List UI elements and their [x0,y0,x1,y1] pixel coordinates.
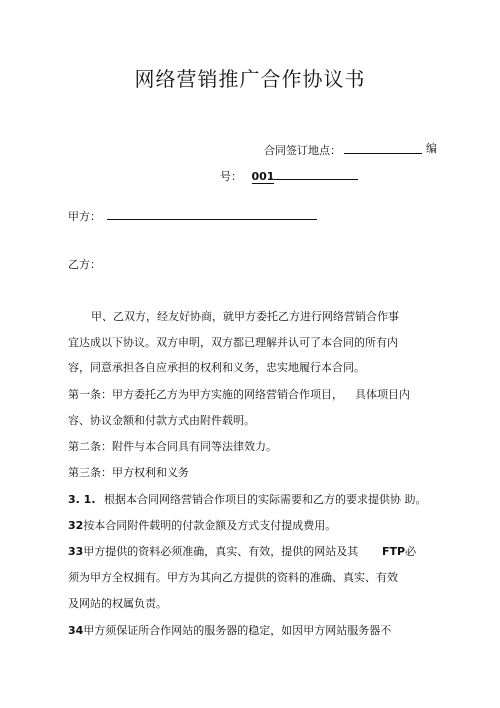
party-a-label: 甲方： [68,210,101,223]
document-title: 网络营销推广合作协议书 [134,67,366,91]
number-row [220,168,358,184]
clause-number: 32 [68,519,84,532]
clause-number: 34 [68,624,84,637]
clause-text: 甲方须保证所合作网站的服务器的稳定，如因甲方网站服务器不 [83,624,392,637]
contract-number-value: 001 [251,170,275,183]
clause-number: 33 [68,545,84,558]
party-a-row [68,208,317,224]
party-a-blank [107,208,317,220]
clause-text: 按本合同附件载明的付款金额及方式支付提成费用。 [83,519,337,532]
party-b-label: 乙方： [68,258,101,271]
clause-row [68,624,391,638]
paragraph-line: 及网站的权属负责。 [68,597,167,610]
paragraph-line: 宜达成以下协议。双方申明，双方都已理解并认可了本合同的所有内 [68,336,398,349]
paragraph-line: 甲、乙双方，经友好协商，就甲方委托乙方进行网络营销合作事 [91,310,399,323]
article-one-line: 第一条：甲方委托乙方为甲方实施的网络营销合作项目， [68,388,343,401]
article-three-heading: 第三条：甲方权利和义务 [68,466,189,479]
ftp-tail: 必 [405,545,417,558]
clause-text: 甲方提供的资料必须准确，真实、有效，提供的网站及其 [83,545,359,558]
article-two-line: 第二条：附件与本合同具有同等法律效力。 [68,440,277,453]
ftp-row [382,545,416,559]
paragraph-line: 须为甲方全权拥有。甲方为其向乙方提供的资料的准确、真实、有效 [68,571,398,584]
signing-place-label: 合同签订地点： [264,144,341,157]
number-label-part2: 号： [220,170,242,183]
clause-number: 3. 1. [68,493,96,506]
clause-row [68,545,358,559]
clause-text: 根据本合同网络营销合作项目的实际需要和乙方的要求提供协 助。 [104,493,427,506]
clause-row [68,519,336,533]
number-label-part1: 编 [426,142,437,155]
signing-place-row [264,142,422,158]
paragraph-line: 容、协议金额和付款方式由附件载明。 [68,414,255,427]
signing-place-blank [344,142,422,154]
ftp-text: FTP [382,545,406,558]
article-one-line-tail: 具体项目内 [355,388,410,401]
paragraph-line: 容，同意承担各自应承担的权利和义务，忠实地履行本合同。 [68,361,365,374]
number-blank [274,168,358,180]
